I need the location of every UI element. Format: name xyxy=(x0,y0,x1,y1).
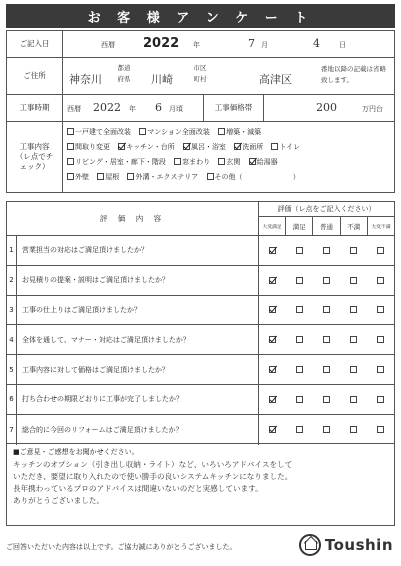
rating-checkbox[interactable] xyxy=(377,336,384,343)
work-option-label: 給湯器 xyxy=(256,158,278,166)
evaluation-table xyxy=(6,201,395,444)
question-number: 4 xyxy=(7,325,17,354)
rating-checkbox[interactable] xyxy=(350,336,357,343)
footer xyxy=(6,530,395,562)
rating-checkbox[interactable] xyxy=(350,277,357,284)
rating-checkbox[interactable] xyxy=(350,396,357,403)
date-month-value: 7 xyxy=(248,37,255,50)
address-label: ご住所 xyxy=(7,58,63,94)
price-value: 200 xyxy=(316,101,337,114)
work-option-label: キッチン・台所 xyxy=(126,143,175,151)
survey-title: お 客 様 ア ン ケ ー ト xyxy=(6,4,395,28)
work-option-label: その他（ xyxy=(214,173,243,181)
work-option-label: マンション全面改装 xyxy=(147,128,210,136)
rating-checkbox[interactable] xyxy=(296,426,303,433)
rating-checkbox[interactable] xyxy=(323,366,330,373)
work-checkbox-7[interactable] xyxy=(271,143,278,150)
question-text: 全体を通して、マナー・対応はご満足頂けましたか？ xyxy=(17,325,259,354)
question-number: 6 xyxy=(7,385,17,414)
rating-checkbox[interactable] xyxy=(350,366,357,373)
brand-name: Toushin xyxy=(324,536,393,554)
footer-thanks: ご回答いただいた内容は以上です。ご協力誠にありがとうございました。 xyxy=(6,543,237,551)
work-option-label: 一戸建て全面改装 xyxy=(75,128,131,136)
rating-checkbox[interactable] xyxy=(269,277,276,284)
address-note: 番地以降の記載は省略致します。 xyxy=(321,65,386,84)
date-label: ご記入日 xyxy=(7,31,63,57)
question-number: 7 xyxy=(7,415,17,445)
work-checkbox-12[interactable] xyxy=(67,173,74,180)
work-option-label: 外壁 xyxy=(75,173,89,181)
date-era: 西暦 xyxy=(101,41,115,49)
scale-very-dissatisfied: 大変不満 xyxy=(371,224,391,230)
period-row xyxy=(7,95,394,122)
rating-checkbox[interactable] xyxy=(377,426,384,433)
work-checkbox-3[interactable] xyxy=(67,143,74,150)
evaluation-header xyxy=(7,202,394,236)
period-era: 西暦 xyxy=(67,105,81,113)
rating-checkbox[interactable] xyxy=(350,426,357,433)
question-number: 5 xyxy=(7,355,17,384)
question-text: 工事の仕上りはご満足頂けましたか？ xyxy=(17,296,259,325)
date-year-value: 2022 xyxy=(143,36,180,51)
work-checkbox-0[interactable] xyxy=(67,128,74,135)
work-checkbox-4[interactable] xyxy=(118,143,125,150)
work-option-label: 窓まわり xyxy=(182,158,211,166)
rating-checkbox[interactable] xyxy=(323,247,330,254)
question-row xyxy=(7,236,394,266)
date-day-value: 4 xyxy=(313,37,320,50)
work-checkbox-2[interactable] xyxy=(218,128,225,135)
work-row xyxy=(7,122,394,192)
rating-checkbox[interactable] xyxy=(296,366,303,373)
house-logo-icon xyxy=(299,534,321,556)
rating-checkbox[interactable] xyxy=(269,247,276,254)
work-checkbox-14[interactable] xyxy=(127,173,134,180)
rating-checkbox[interactable] xyxy=(269,366,276,373)
address-row xyxy=(7,58,394,95)
rating-checkbox[interactable] xyxy=(323,396,330,403)
rating-checkbox[interactable] xyxy=(269,396,276,403)
date-day-unit: 日 xyxy=(339,41,346,49)
work-option-label: 屋根 xyxy=(105,173,120,181)
period-month-unit: 月頃 xyxy=(169,105,183,113)
rating-checkbox[interactable] xyxy=(377,366,384,373)
ward-handwritten: 高津区 xyxy=(259,73,292,86)
comments-section xyxy=(6,444,395,526)
price-unit: 万円台 xyxy=(362,105,383,113)
rating-checkbox[interactable] xyxy=(269,306,276,313)
work-checkbox-1[interactable] xyxy=(139,128,146,135)
question-row xyxy=(7,296,394,326)
comments-label: ■ご意見・ご感想をお聞かせください。 xyxy=(13,448,139,456)
scale-header: 評価（レ点をご記入ください） xyxy=(259,202,394,217)
rating-checkbox[interactable] xyxy=(323,426,330,433)
work-checkbox-5[interactable] xyxy=(183,143,190,150)
work-checkbox-6[interactable] xyxy=(234,143,241,150)
date-month-unit: 月 xyxy=(261,41,268,49)
rating-checkbox[interactable] xyxy=(296,396,303,403)
rating-checkbox[interactable] xyxy=(269,426,276,433)
rating-checkbox[interactable] xyxy=(269,336,276,343)
period-label: 工事時期 xyxy=(7,95,63,121)
rating-checkbox[interactable] xyxy=(296,306,303,313)
work-option-label: 増築・減築 xyxy=(226,128,262,136)
rating-checkbox[interactable] xyxy=(350,306,357,313)
rating-checkbox[interactable] xyxy=(296,277,303,284)
question-row xyxy=(7,415,394,445)
rating-checkbox[interactable] xyxy=(323,336,330,343)
scale-very-satisfied: 大変満足 xyxy=(259,217,286,235)
work-option-label: 間取り変更 xyxy=(75,143,110,151)
city-handwritten: 川崎 xyxy=(151,73,173,86)
comment-line: キッチンのオプション（引き出し収納・ライト）など、いろいろアドバイスをして xyxy=(13,460,293,469)
work-other-close: ） xyxy=(292,173,300,181)
question-number: 1 xyxy=(7,236,17,265)
work-option-label: トイレ xyxy=(279,143,301,151)
work-option-label: 玄関 xyxy=(226,158,241,166)
work-checkbox-15[interactable] xyxy=(207,173,214,180)
scale-normal: 普通 xyxy=(313,217,340,235)
question-row xyxy=(7,385,394,415)
date-row xyxy=(7,31,394,58)
rating-checkbox[interactable] xyxy=(377,247,384,254)
scale-dissatisfied: 不満 xyxy=(341,217,368,235)
rating-checkbox[interactable] xyxy=(323,277,330,284)
rating-checkbox[interactable] xyxy=(296,336,303,343)
work-option-label: 外溝・エクステリア xyxy=(135,173,199,181)
company-logo xyxy=(299,534,393,556)
period-year-value: 2022 xyxy=(93,101,121,114)
work-option-label: リビング・居室・廊下・階段 xyxy=(75,158,166,166)
evaluation-body xyxy=(7,236,394,445)
work-option-label: 風呂・浴室 xyxy=(190,143,226,151)
question-text: お見積りの提案・説明はご満足頂けましたか？ xyxy=(17,266,259,295)
work-checkbox-8[interactable] xyxy=(67,158,74,165)
question-text: 営業担当の対応はご満足頂けましたか？ xyxy=(17,236,259,265)
question-text: 打ち合わせの期限どおりに工事が完了しましたか？ xyxy=(17,385,259,414)
question-row xyxy=(7,266,394,296)
price-label: 工事価格帯 xyxy=(204,95,264,121)
work-checkbox-13[interactable] xyxy=(97,173,104,180)
question-text: 総合的に今回のリフォームはご満足頂けましたか？ xyxy=(17,415,259,445)
work-checkbox-11[interactable] xyxy=(249,158,256,165)
period-month-value: 6 xyxy=(155,101,162,114)
question-number: 3 xyxy=(7,296,17,325)
evaluation-header-title: 評 価 内 容 xyxy=(7,202,259,235)
comment-line: ありがとうございました。 xyxy=(13,496,105,505)
rating-checkbox[interactable] xyxy=(377,306,384,313)
scale-satisfied: 満足 xyxy=(286,217,313,235)
question-text: 工事内容に対して価格はご満足頂けましたか？ xyxy=(17,355,259,384)
date-year-unit: 年 xyxy=(193,41,200,49)
question-number: 2 xyxy=(7,266,17,295)
work-option-label: 洗面所 xyxy=(242,143,264,151)
question-row xyxy=(7,355,394,385)
pref-handwritten: 神奈川 xyxy=(69,73,102,86)
rating-checkbox[interactable] xyxy=(323,306,330,313)
work-checkbox-10[interactable] xyxy=(218,158,225,165)
work-checkbox-9[interactable] xyxy=(174,158,181,165)
comment-line: 長年携わっているプロのアドバイスは間違いないのだと実感しています。 xyxy=(13,484,263,493)
work-options xyxy=(63,122,394,192)
pref-units: 都道 府県 xyxy=(117,64,131,83)
comment-line: いただき、要望に取り入れたので使い勝手の良いシステムキッチンになりました。 xyxy=(13,472,293,481)
rating-checkbox[interactable] xyxy=(377,277,384,284)
work-label: 工事内容（レ点でチェック） xyxy=(7,122,63,192)
rating-checkbox[interactable] xyxy=(296,247,303,254)
info-grid xyxy=(6,30,395,193)
city-units: 市区 町村 xyxy=(193,64,207,83)
rating-checkbox[interactable] xyxy=(377,396,384,403)
question-row xyxy=(7,325,394,355)
rating-checkbox[interactable] xyxy=(350,247,357,254)
period-year-unit: 年 xyxy=(129,105,136,113)
